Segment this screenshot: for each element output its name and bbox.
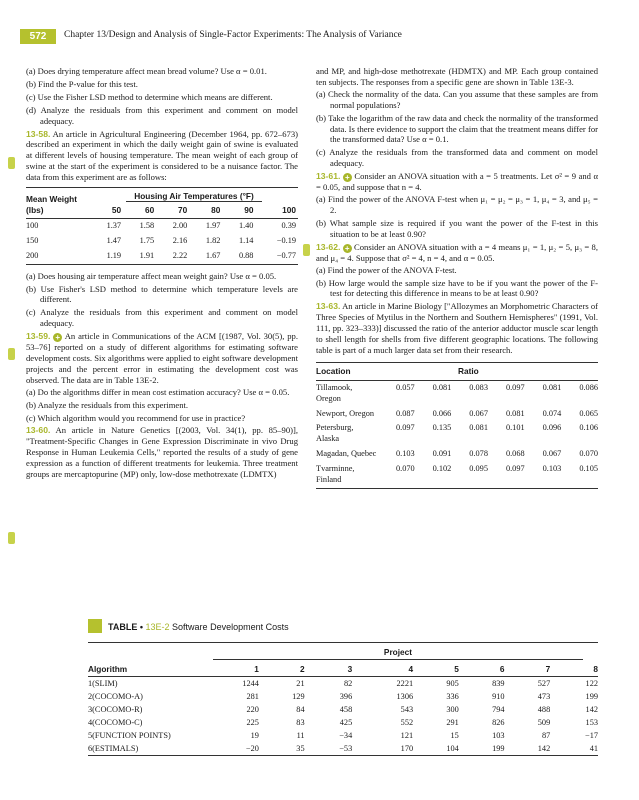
table-row <box>316 447 598 462</box>
ex58-part-c: (c) Analyze the residuals from this experiment and comment on model adequacy. <box>26 307 298 329</box>
ex61-part-a: (a) Find the power of the ANOVA F-test when μ₁ = μ₂ = μ₃ = 1, μ₄ = 3, and μ₅ = 2. <box>316 194 598 215</box>
table-cell: 509 <box>537 718 551 727</box>
prev-part-d: (d) Analyze the residuals from this experiment and comment on model adequacy. <box>26 104 298 126</box>
column-header: 1 <box>198 662 259 677</box>
ex59-part-a: (a) Do the algorithms differ in mean cost estimation accuracy? Use α = 0.05. <box>26 386 290 397</box>
ex58-part-a: (a) Does housing air temperature affect mean weight gain? Use α = 0.05. <box>26 270 277 281</box>
exercise-number: 13-60. <box>26 425 51 436</box>
ratio-cell: 0.070 <box>378 462 415 488</box>
table-cell: 199 <box>585 692 598 701</box>
location-cell: Petersburg, Alaska <box>316 423 354 444</box>
table-cell: 1.75 <box>139 235 155 245</box>
ratio-cell: 0.065 <box>579 408 598 418</box>
web-resource-icon: + <box>343 173 352 182</box>
table-row <box>88 703 598 716</box>
column-header: 60 <box>123 203 156 218</box>
location-cell: Tvarminne, Finland <box>316 462 378 488</box>
table-cell: 104 <box>413 742 459 756</box>
table-cell: 225 <box>246 718 259 727</box>
table-row <box>88 742 598 756</box>
ratio-cell: 0.081 <box>542 382 562 392</box>
table-cell: 15 <box>450 731 459 740</box>
web-resource-icon: + <box>53 333 62 342</box>
table-cell: −0.19 <box>276 235 296 245</box>
column-header: 100 <box>255 203 298 218</box>
column-header: 6 <box>459 662 505 677</box>
table-cell: 291 <box>446 718 459 727</box>
table-cell: 153 <box>585 718 598 727</box>
exercise-text: Consider an ANOVA situation with a = 4 means μ₁ = 1, μ₂ = 5, μ₃ = 8, and μ₄ = 4. Suppose that σ² = 4, n = 4, and α = 0.05. <box>316 241 598 263</box>
ratio-cell: 0.095 <box>451 462 488 488</box>
table-row <box>316 407 598 422</box>
ratio-cell: 0.081 <box>505 408 525 418</box>
location-cell: Magadan, Quebec <box>316 449 377 459</box>
table-cell: 300 <box>446 705 459 714</box>
table-cell: 220 <box>246 705 259 714</box>
algorithm-name: 1(SLIM) <box>88 679 118 688</box>
table-cell: 281 <box>246 692 259 701</box>
margin-tab-icon <box>8 532 15 544</box>
algorithm-name: 2(COCOMO-A) <box>88 692 143 701</box>
table-cell: 1.40 <box>238 220 254 230</box>
table-cell: 425 <box>339 718 353 727</box>
ex60-continued: and MP, and high-dose methotrexate (HDMTX) and MP. Each group contained ten subjects. The responses from a specific gene are shown in Table 13E-3. <box>316 66 598 87</box>
column-header: 2 <box>259 662 305 677</box>
column-header: 3 <box>305 662 353 677</box>
table-cell: 11 <box>296 731 305 740</box>
span-header: Housing Air Temperatures (°F) <box>90 188 298 203</box>
table-cell: 35 <box>259 742 305 756</box>
running-head: Chapter 13/Design and Analysis of Single-Factor Experiments: The Analysis of Variance <box>64 30 402 40</box>
table-cell: −20 <box>198 742 259 756</box>
exercise-number: 13-59. <box>26 331 51 342</box>
table-cell: 2.22 <box>156 249 189 264</box>
table-cell: 1.14 <box>238 235 254 245</box>
ratio-cell: 0.070 <box>579 449 598 459</box>
column-header: 90 <box>222 203 255 218</box>
table-cell: 396 <box>339 692 353 701</box>
table-cell: 142 <box>505 742 551 756</box>
table-cell: 1.19 <box>90 249 123 264</box>
table-row <box>26 249 298 264</box>
page-number: 572 <box>20 29 56 44</box>
table-row <box>316 421 598 447</box>
exercise-number: 13-58. <box>26 128 51 139</box>
table-cell: 839 <box>492 679 505 688</box>
ratio-cell: 0.106 <box>579 423 598 433</box>
exercise-number: 13-63. <box>316 301 341 312</box>
ex62-part-a: (a) Find the power of the ANOVA F-test. <box>316 264 457 275</box>
column-header: 5 <box>413 662 459 677</box>
table-cell: 2221 <box>396 679 414 688</box>
table-cell: 21 <box>296 679 305 688</box>
location-cell: Tillamook, Oregon <box>316 382 353 403</box>
web-resource-icon: + <box>343 244 352 253</box>
column-header: 80 <box>189 203 222 218</box>
exercise-text: An article in Nature Genetics [(2003, Vol. 34(1), pp. 85–90)], "Treatment-Specific Changes in Gene Expression Discriminate in vivo Drug Response in Human Leukemia Cells," reported the results of a study of gene expression as a function of different treatments for leukemia. Three treatment groups are mercaptopurine (MP) only, low-dose methotrexate (LDMTX) <box>26 425 298 480</box>
table-cell: 19 <box>250 731 259 740</box>
caption-bar <box>88 619 102 633</box>
row-label: 100 <box>26 220 39 230</box>
exercise-text: Consider an ANOVA situation with a = 5 treatments. Let σ² = 9 and α = 0.05, and suppose that n = 4. <box>316 171 598 193</box>
ratio-cell: 0.078 <box>469 449 488 459</box>
table-cell: 103 <box>492 731 505 740</box>
table-cell: 458 <box>339 705 353 714</box>
exercise-number: 13-62. <box>316 241 341 252</box>
margin-tab-icon <box>303 244 310 256</box>
ex58-part-b: (b) Use Fisher's LSD method to determine which temperature levels are different. <box>26 283 298 305</box>
ratio-cell: 0.091 <box>432 449 452 459</box>
table-cell: 129 <box>292 692 305 701</box>
table-cell: 552 <box>400 718 414 727</box>
table-cell: 1.37 <box>106 220 122 230</box>
margin-tab-icon <box>8 348 15 360</box>
algorithm-name: 5(FUNCTION POINTS) <box>88 731 171 740</box>
table-row <box>316 380 598 406</box>
table-cell: 84 <box>296 705 305 714</box>
table-cell: 488 <box>537 705 551 714</box>
table-row <box>26 218 298 233</box>
table-label: TABLE • <box>108 622 143 632</box>
table-row <box>88 729 598 742</box>
exercise-13-58 <box>26 129 298 184</box>
ex60-part-b: (b) Take the logarithm of the raw data and check the normality of the transformed data. Is there evidence to support the claim that the treatment means differ for the transformed data? Use α = 0.1. <box>316 112 598 145</box>
column-header: 7 <box>505 662 551 677</box>
ratio-cell: 0.074 <box>542 408 562 418</box>
table-cell: 1306 <box>396 692 414 701</box>
exercise-text: An article in Marine Biology ["Allozymes an Morphometric Characters of Three Species of Mytilus in the Northern and Southern Hemispheres" (1991, Vol. 111, pp. 323–333)] discussed the ratio of the anterior adductor muscle scar length to shell length for shells from five different geographic locations. The following table is part of a much larger data set from their research. <box>316 301 598 355</box>
table-cell: 1.82 <box>205 235 221 245</box>
exercise-13-60 <box>26 425 298 480</box>
table-cell: −34 <box>339 731 353 740</box>
table-cell: 142 <box>585 705 598 714</box>
ratio-cell: 0.135 <box>432 423 452 433</box>
table-cell: 1.58 <box>139 220 155 230</box>
table-cell: 0.88 <box>222 249 255 264</box>
table-cell: 1.67 <box>189 249 222 264</box>
table-title: Software Development Costs <box>172 622 289 632</box>
ratio-cell: 0.057 <box>395 382 415 392</box>
table-cell: 87 <box>541 731 551 740</box>
table-row <box>88 677 598 691</box>
table-cell: 1.97 <box>205 220 221 230</box>
right-column <box>316 66 598 493</box>
table-cell: 122 <box>585 679 598 688</box>
ratio-cell: 0.067 <box>542 449 562 459</box>
ratio-cell: 0.081 <box>432 382 452 392</box>
table-id: 13E-2 <box>145 622 170 632</box>
table-cell: 82 <box>343 679 353 688</box>
exercise-text: An article in Communications of the ACM [(1987, Vol. 30(5), pp. 53–76] reported on a study of different algorithms for estimating software development costs. Six algorithms were applied to eight software development projects and the percent error in estimating the development cost was observed. The data are in Table 13E-2. <box>26 331 298 385</box>
table-row <box>88 716 598 729</box>
page-header <box>0 0 639 46</box>
ex59-part-c: (c) Which algorithm would you recommend for use in practice? <box>26 412 246 423</box>
ratio-cell: 0.097 <box>505 382 525 392</box>
ratio-cell: 0.096 <box>542 423 562 433</box>
table-cell: 527 <box>537 679 551 688</box>
ratio-cell: 0.105 <box>561 462 598 488</box>
ratio-cell: 0.103 <box>395 449 415 459</box>
table-cell: 910 <box>492 692 505 701</box>
exercise-number: 13-61. <box>316 171 341 182</box>
column-header: 4 <box>352 662 413 677</box>
algorithm-name: 6(ESTIMALS) <box>88 742 198 756</box>
row-label: 200 <box>26 249 90 264</box>
table-cell: 199 <box>459 742 505 756</box>
exercise-13-62 <box>316 242 598 264</box>
table-cell: 473 <box>537 692 551 701</box>
algorithm-name: 4(COCOMO-C) <box>88 718 143 727</box>
table-cell: 170 <box>352 742 413 756</box>
ratio-cell: 0.101 <box>505 423 525 433</box>
table-cell: 0.39 <box>281 220 296 230</box>
algorithm-header: Algorithm <box>88 662 198 677</box>
table-row <box>26 234 298 249</box>
ex61-part-b: (b) What sample size is required if you want the power of the F-test in this situation to be at least 0.90? <box>316 217 598 239</box>
location-ratio-table <box>316 362 598 489</box>
ex60-part-c: (c) Analyze the residuals from the transformed data and comment on model adequacy. <box>316 147 598 169</box>
exercise-13-59 <box>26 331 298 386</box>
ratio-cell: 0.081 <box>469 423 488 433</box>
table-cell: 121 <box>400 731 414 740</box>
table-cell: 794 <box>492 705 505 714</box>
housing-temperature-table <box>26 187 298 265</box>
ex60-part-a: (a) Check the normality of the data. Can you assume that these samples are from normal populations? <box>316 88 598 110</box>
column-header: 8 <box>550 662 598 677</box>
table-cell: 41 <box>550 742 598 756</box>
exercise-13-63 <box>316 301 598 356</box>
ratio-cell: 0.067 <box>469 408 488 418</box>
table-cell: −0.77 <box>255 249 298 264</box>
table-cell: 336 <box>446 692 459 701</box>
location-header: Location <box>316 362 378 380</box>
column-header: 50 <box>90 203 123 218</box>
prev-part-b: (b) Find the P-value for this test. <box>26 78 138 89</box>
software-cost-table <box>88 642 598 756</box>
row-label: 150 <box>26 235 39 245</box>
table-cell: −53 <box>305 742 353 756</box>
table-cell: −17 <box>585 731 598 740</box>
ratio-cell: 0.097 <box>488 462 525 488</box>
table-cell: 2.16 <box>172 235 188 245</box>
ratio-cell: 0.086 <box>579 382 598 392</box>
table-cell: 905 <box>446 679 459 688</box>
ex59-part-b: (b) Analyze the residuals from this experiment. <box>26 399 189 410</box>
column-header: 70 <box>156 203 189 218</box>
ratio-cell: 0.068 <box>505 449 525 459</box>
ratio-cell: 0.097 <box>395 423 415 433</box>
ex62-part-b: (b) How large would the sample size have to be if you want the power of the F-test for detecting this difference in means to be at least 0.90? <box>316 277 598 299</box>
table-cell: 543 <box>400 705 414 714</box>
ratio-cell: 0.066 <box>432 408 452 418</box>
exercise-text: An article in Agricultural Engineering (December 1964, pp. 672–673) described an experiment in which the daily weight gain of swine is evaluated at different levels of housing temperature. The mean weight of each group of swine at the start of the experiment is considered to be a nuisance factor. The data from this experiment are as follows: <box>26 128 298 183</box>
exercise-13-61 <box>316 171 598 193</box>
table-cell: 83 <box>296 718 305 727</box>
row-header: Mean Weight (lbs) <box>26 188 90 219</box>
margin-tab-icon <box>8 157 15 169</box>
table-caption <box>88 619 289 634</box>
ratio-header: Ratio <box>378 362 598 380</box>
table-cell: 2.00 <box>172 220 188 230</box>
algorithm-name: 3(COCOMO-R) <box>88 705 143 714</box>
table-row <box>316 462 598 488</box>
ratio-cell: 0.083 <box>469 382 488 392</box>
table-cell: 1.47 <box>106 235 122 245</box>
location-cell: Newport, Oregon <box>316 408 375 418</box>
table-cell: 826 <box>492 718 505 727</box>
table-cell: 1.91 <box>123 249 156 264</box>
left-column <box>26 66 298 481</box>
ratio-cell: 0.102 <box>415 462 452 488</box>
ratio-cell: 0.103 <box>525 462 562 488</box>
table-row <box>88 690 598 703</box>
prev-part-a: (a) Does drying temperature affect mean bread volume? Use α = 0.01. <box>26 66 267 76</box>
project-header: Project <box>198 643 598 663</box>
prev-part-c: (c) Use the Fisher LSD method to determine which means are different. <box>26 91 273 102</box>
ratio-cell: 0.087 <box>395 408 415 418</box>
table-cell: 1244 <box>242 679 259 688</box>
